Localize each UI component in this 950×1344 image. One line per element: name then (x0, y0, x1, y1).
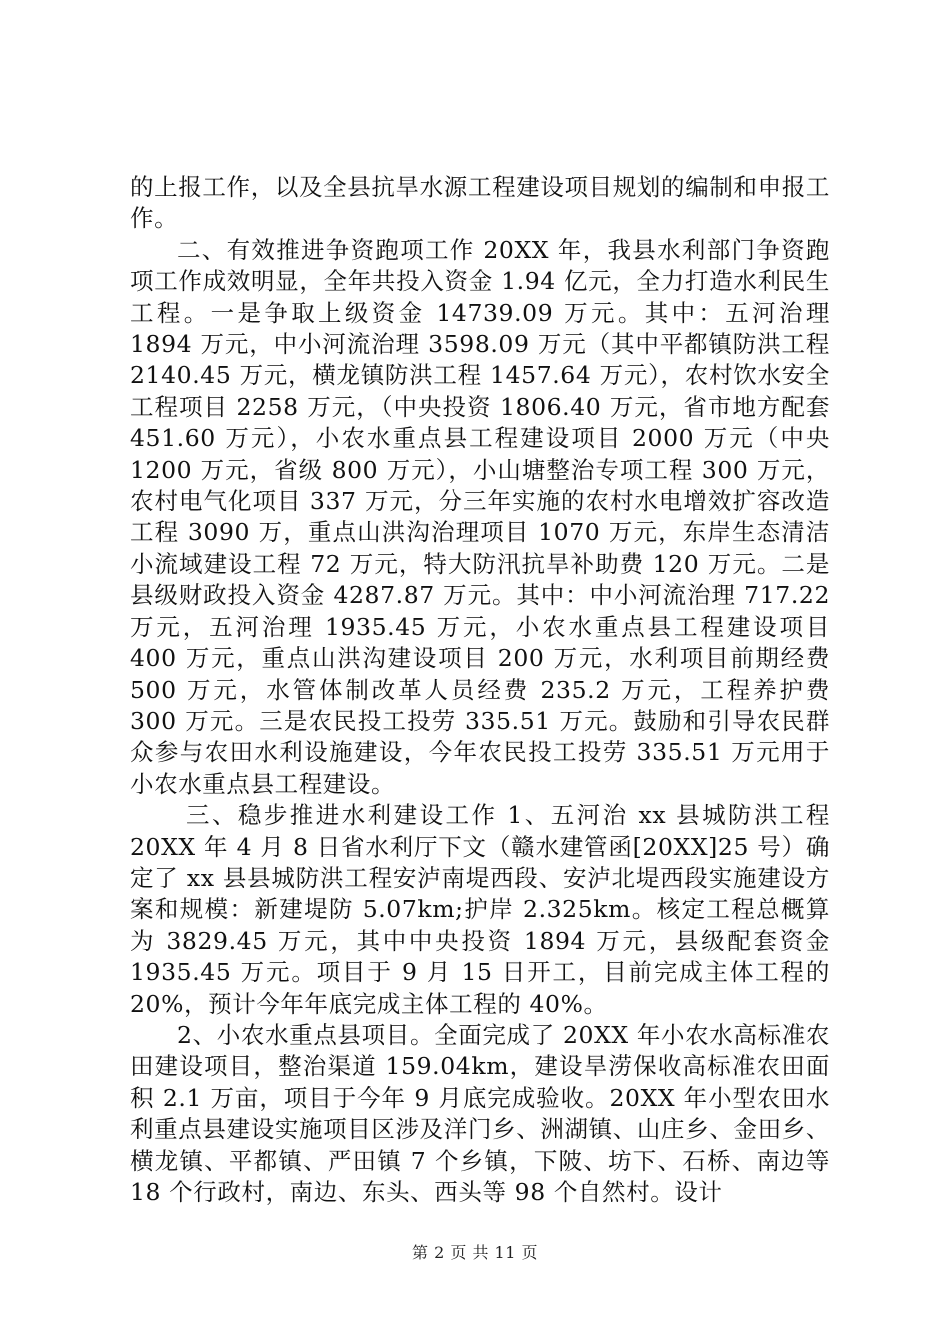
page-number-footer: 第 2 页 共 11 页 (412, 1243, 538, 1262)
paragraph-continuation: 的上报工作，以及全县抗旱水源工程建设项目规划的编制和申报工作。 (130, 173, 830, 233)
paragraph-section-three: 三、稳步推进水利建设工作 1、五河治 xx 县城防洪工程 20XX 年 4 月 8 日省水利厅下文（赣水建管函[20XX]25 号）确定了 xx 县县城防洪工程安泸南堤西段、安泸北堤西段实施建设方案和规模：新建堤防 5.07km;护岸 2.325km。核定工程总概算为 3829.45 万元，其中中央投资 1894 万元，县级配套资金 1935.45 万元。项目于 9 月 15 日开工，目前完成主体工程的 20%，预计今年年底完成主体工程的 40%。 (130, 801, 830, 1018)
paragraph-section-two: 二、有效推进争资跑项工作 20XX 年，我县水利部门争资跑项工作成效明显，全年共投入资金 1.94 亿元，全力打造水利民生工程。一是争取上级资金 14739.09 万元。其中：五河治理 1894 万元，中小河流治理 3598.09 万元（其中平都镇防洪工程 2140.45 万元，横龙镇防洪工程 1457.64 万元），农村饮水安全工程项目 2258 万元，（中央投资 1806.40 万元，省市地方配套 451.60 万元），小农水重点县工程建设项目 2000 万元（中央 1200 万元，省级 800 万元），小山塘整治专项工程 300 万元，农村电气化项目 337 万元，分三年实施的农村水电增效扩容改造工程 3090 万，重点山洪沟治理项目 1070 万元，东岸生态清洁小流域建设工程 72 万元，特大防汛抗旱补助费 120 万元。二是县级财政投入资金 4287.87 万元。其中：中小河流治理 717.22 万元，五河治理 1935.45 万元，小农水重点县工程建设项目 400 万元，重点山洪沟建设项目 200 万元，水利项目前期经费 500 万元，水管体制改革人员经费 235.2 万元，工程养护费 300 万元。三是农民投工投劳 335.51 万元。鼓励和引导农民群众参与农田水利设施建设，今年农民投工投劳 335.51 万元用于小农水重点县工程建设。 (130, 235, 830, 798)
paragraph-item-two: 2、小农水重点县项目。全面完成了 20XX 年小农水高标准农田建设项目，整治渠道 159.04km，建设旱涝保收高标准农田面积 2.1 万亩，项目于今年 9 月底完成验收。20XX 年小型农田水利重点县建设实施项目区涉及洋门乡、洲湖镇、山庄乡、金田乡、横龙镇、平都镇、严田镇 7 个乡镇，下陂、坊下、石桥、南边等 18 个行政村，南边、东头、西头等 98 个自然村。设计 (130, 1020, 830, 1206)
document-body (130, 172, 830, 1208)
